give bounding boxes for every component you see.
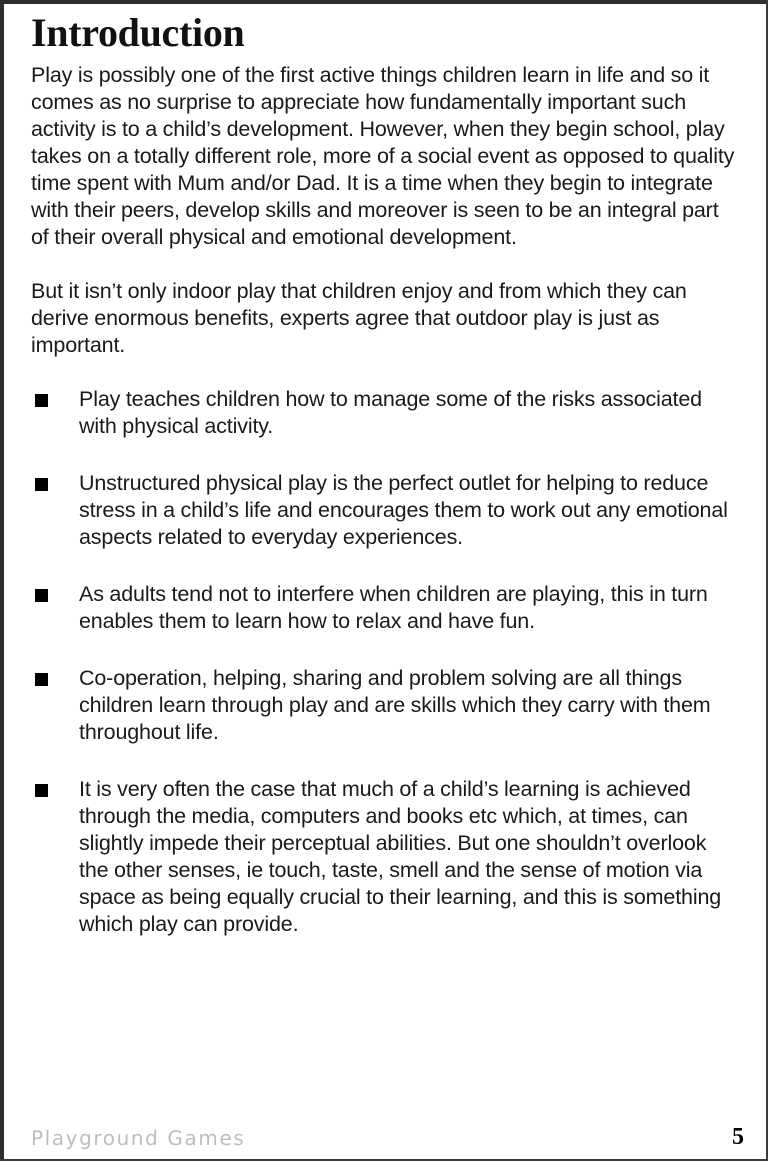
list-item	[31, 386, 737, 440]
list-item	[31, 776, 737, 938]
intro-paragraph-2: But it isn’t only indoor play that children enjoy and from which they can derive enormous benefits, experts agree that outdoor play is just as important.	[31, 279, 687, 357]
square-bullet-icon	[35, 673, 48, 686]
square-bullet-icon	[35, 478, 48, 491]
page-title: Introduction	[31, 10, 245, 55]
page-border-left	[0, 0, 4, 1161]
benefits-bullet-list	[31, 386, 737, 938]
list-item	[31, 470, 737, 551]
list-item-text: Play teaches children how to manage some of the risks associated with physical activity.	[79, 387, 702, 438]
page-border-top	[0, 0, 768, 4]
page-content	[31, 10, 737, 968]
square-bullet-icon	[35, 394, 48, 407]
intro-paragraph-1: Play is possibly one of the first active things children learn in life and so it comes as no surprise to appreciate how fundamentally important such activity is to a child’s development. However, when they begin school, play takes on a totally different role, more of a social event as opposed to quality time spent with Mum and/or Dad. It is a time when they begin to integrate with their peers, develop skills and moreover is seen to be an integral part of their overall physical and emotional development.	[31, 63, 735, 249]
page-footer	[31, 1119, 744, 1149]
square-bullet-icon	[35, 784, 48, 797]
list-item	[31, 581, 737, 635]
square-bullet-icon	[35, 589, 48, 602]
list-item-text: Co-operation, helping, sharing and problem solving are all things children learn through play and are skills which they carry with them throughout life.	[79, 666, 711, 744]
footer-book-title: Playground Games	[30, 1126, 246, 1150]
list-item-text: As adults tend not to interfere when children are playing, this in turn enables them to learn how to relax and have fun.	[79, 582, 708, 633]
footer-page-number: 5	[732, 1124, 744, 1150]
list-item	[31, 665, 737, 746]
list-item-text: Unstructured physical play is the perfect outlet for helping to reduce stress in a child’s life and encourages them to work out any emotional aspects related to everyday experiences.	[79, 471, 728, 549]
list-item-text: It is very often the case that much of a child’s learning is achieved through the media, computers and books etc which, at times, can slightly impede their perceptual abilities. But one shouldn’t overlook the other senses, ie touch, taste, smell and the sense of motion via space as being equally crucial to their learning, and this is something which play can provide.	[79, 777, 722, 936]
